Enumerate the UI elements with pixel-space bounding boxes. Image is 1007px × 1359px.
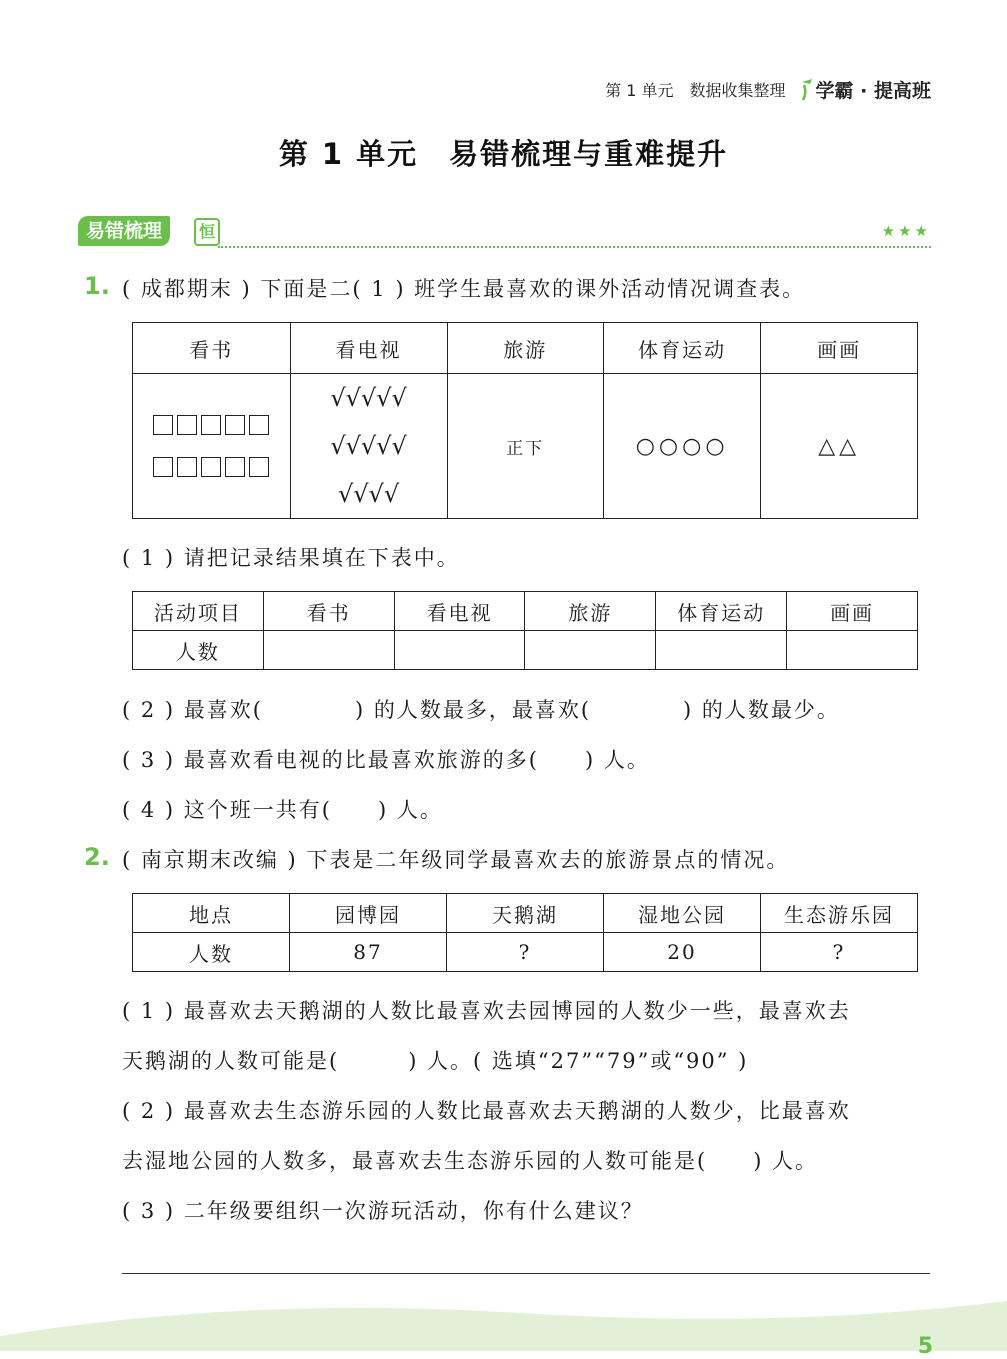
table-header-cell: 看书: [133, 323, 291, 374]
table-cell: 人数: [133, 933, 290, 972]
check-marks-row: √√√√: [337, 480, 400, 508]
table-header-cell: 体育运动: [656, 592, 787, 631]
square-mark: [201, 457, 221, 477]
table-header-cell: 湿地公园: [603, 894, 760, 933]
table-header-cell: 旅游: [447, 323, 603, 374]
table-header-cell: 画画: [761, 323, 918, 374]
blank-answer-cell[interactable]: [263, 631, 394, 670]
section-header: [78, 216, 931, 248]
drawing-marks-cell: △△: [761, 374, 918, 519]
table-header-cell: 生态游乐园: [761, 894, 918, 933]
question-1-text: ( 成都期末 ) 下面是二( 1 ) 班学生最喜欢的课外活动情况调查表。: [122, 277, 806, 301]
page-title: 第 1 单元 易错梳理与重难提升: [278, 137, 729, 171]
table-header-cell: 看电视: [290, 323, 447, 374]
q1-sub-4: ( 4 ) 这个班一共有( ) 人。: [122, 798, 443, 822]
difficulty-stars: ★★★: [881, 222, 931, 240]
check-marks-row: √√√√√: [330, 432, 407, 460]
square-marks-row: [153, 415, 269, 435]
q2-sub-2-line-2: 去湿地公园的人数多，最喜欢去生态游乐园的人数可能是( ) 人。: [122, 1149, 819, 1173]
square-mark: [153, 457, 173, 477]
q1-sub-1: ( 1 ) 请把记录结果填在下表中。: [122, 546, 460, 570]
q1-sub-2: ( 2 ) 最喜欢( ) 的人数最多，最喜欢( ) 的人数最少。: [122, 698, 840, 722]
square-mark: [249, 457, 269, 477]
reading-marks-cell: [133, 374, 291, 519]
square-mark: [177, 415, 197, 435]
question-2-text: ( 南京期末改编 ) 下表是二年级同学最喜欢去的旅游景点的情况。: [122, 848, 790, 872]
row-label-cell: 人数: [133, 631, 264, 670]
graduation-cap-icon: [800, 78, 814, 102]
answer-table: [132, 591, 918, 670]
table-cell: ?: [761, 933, 918, 972]
page-number: 5: [917, 1334, 933, 1359]
blank-answer-cell[interactable]: [787, 631, 918, 670]
q2-sub-1-line-2: 天鹅湖的人数可能是( ) 人。( 选填“27”“79”或“90” ): [122, 1049, 749, 1073]
blank-answer-cell[interactable]: [525, 631, 656, 670]
table-header-cell: 画画: [787, 592, 918, 631]
travel-tally-cell: 正下: [447, 374, 603, 519]
table-header-cell: 活动项目: [133, 592, 264, 631]
q1-sub-3: ( 3 ) 最喜欢看电视的比最喜欢旅游的多( ) 人。: [122, 748, 650, 772]
table-header-cell: 天鹅湖: [447, 894, 604, 933]
square-mark: [177, 457, 197, 477]
table-header-cell: 体育运动: [604, 323, 761, 374]
blank-answer-cell[interactable]: [394, 631, 525, 670]
brand-logo: [800, 76, 931, 103]
tv-marks-cell: [290, 374, 447, 519]
check-marks-row: √√√√√: [330, 384, 407, 412]
sport-marks-cell: ○○○○: [604, 374, 761, 519]
square-mark: [249, 415, 269, 435]
table-header-cell: 地点: [133, 894, 290, 933]
blank-answer-cell[interactable]: [656, 631, 787, 670]
table-cell: ?: [447, 933, 604, 972]
section-tag: 易错梳理: [78, 216, 170, 246]
page-header: [605, 76, 931, 103]
section-badge: 恒: [194, 218, 220, 246]
survey-table: [132, 322, 918, 519]
answer-line: [122, 1273, 930, 1274]
table-header-cell: 看书: [263, 592, 394, 631]
scenic-spot-table: [132, 893, 918, 972]
square-mark: [225, 457, 245, 477]
square-mark: [225, 415, 245, 435]
table-header-cell: 看电视: [394, 592, 525, 631]
table-header-cell: 旅游: [525, 592, 656, 631]
brand-name: 学霸 · 提高班: [815, 80, 931, 102]
table-cell: 20: [603, 933, 760, 972]
q2-sub-1-line-1: ( 1 ) 最喜欢去天鹅湖的人数比最喜欢去园博园的人数少一些，最喜欢去: [122, 999, 851, 1023]
section-divider: [218, 246, 931, 248]
q2-sub-2-line-1: ( 2 ) 最喜欢去生态游乐园的人数比最喜欢去天鹅湖的人数少，比最喜欢: [122, 1099, 851, 1123]
square-mark: [201, 415, 221, 435]
table-cell: 87: [289, 933, 446, 972]
q2-sub-3: ( 3 ) 二年级要组织一次游玩活动，你有什么建议？: [122, 1199, 644, 1223]
square-mark: [153, 415, 173, 435]
square-marks-row: [153, 457, 269, 477]
question-number-2: 2.: [84, 843, 110, 871]
header-unit-label: 第 1 单元 数据收集整理: [605, 81, 786, 100]
question-number-1: 1.: [84, 272, 110, 300]
footer-wave: [0, 1281, 1007, 1351]
table-header-cell: 园博园: [289, 894, 446, 933]
